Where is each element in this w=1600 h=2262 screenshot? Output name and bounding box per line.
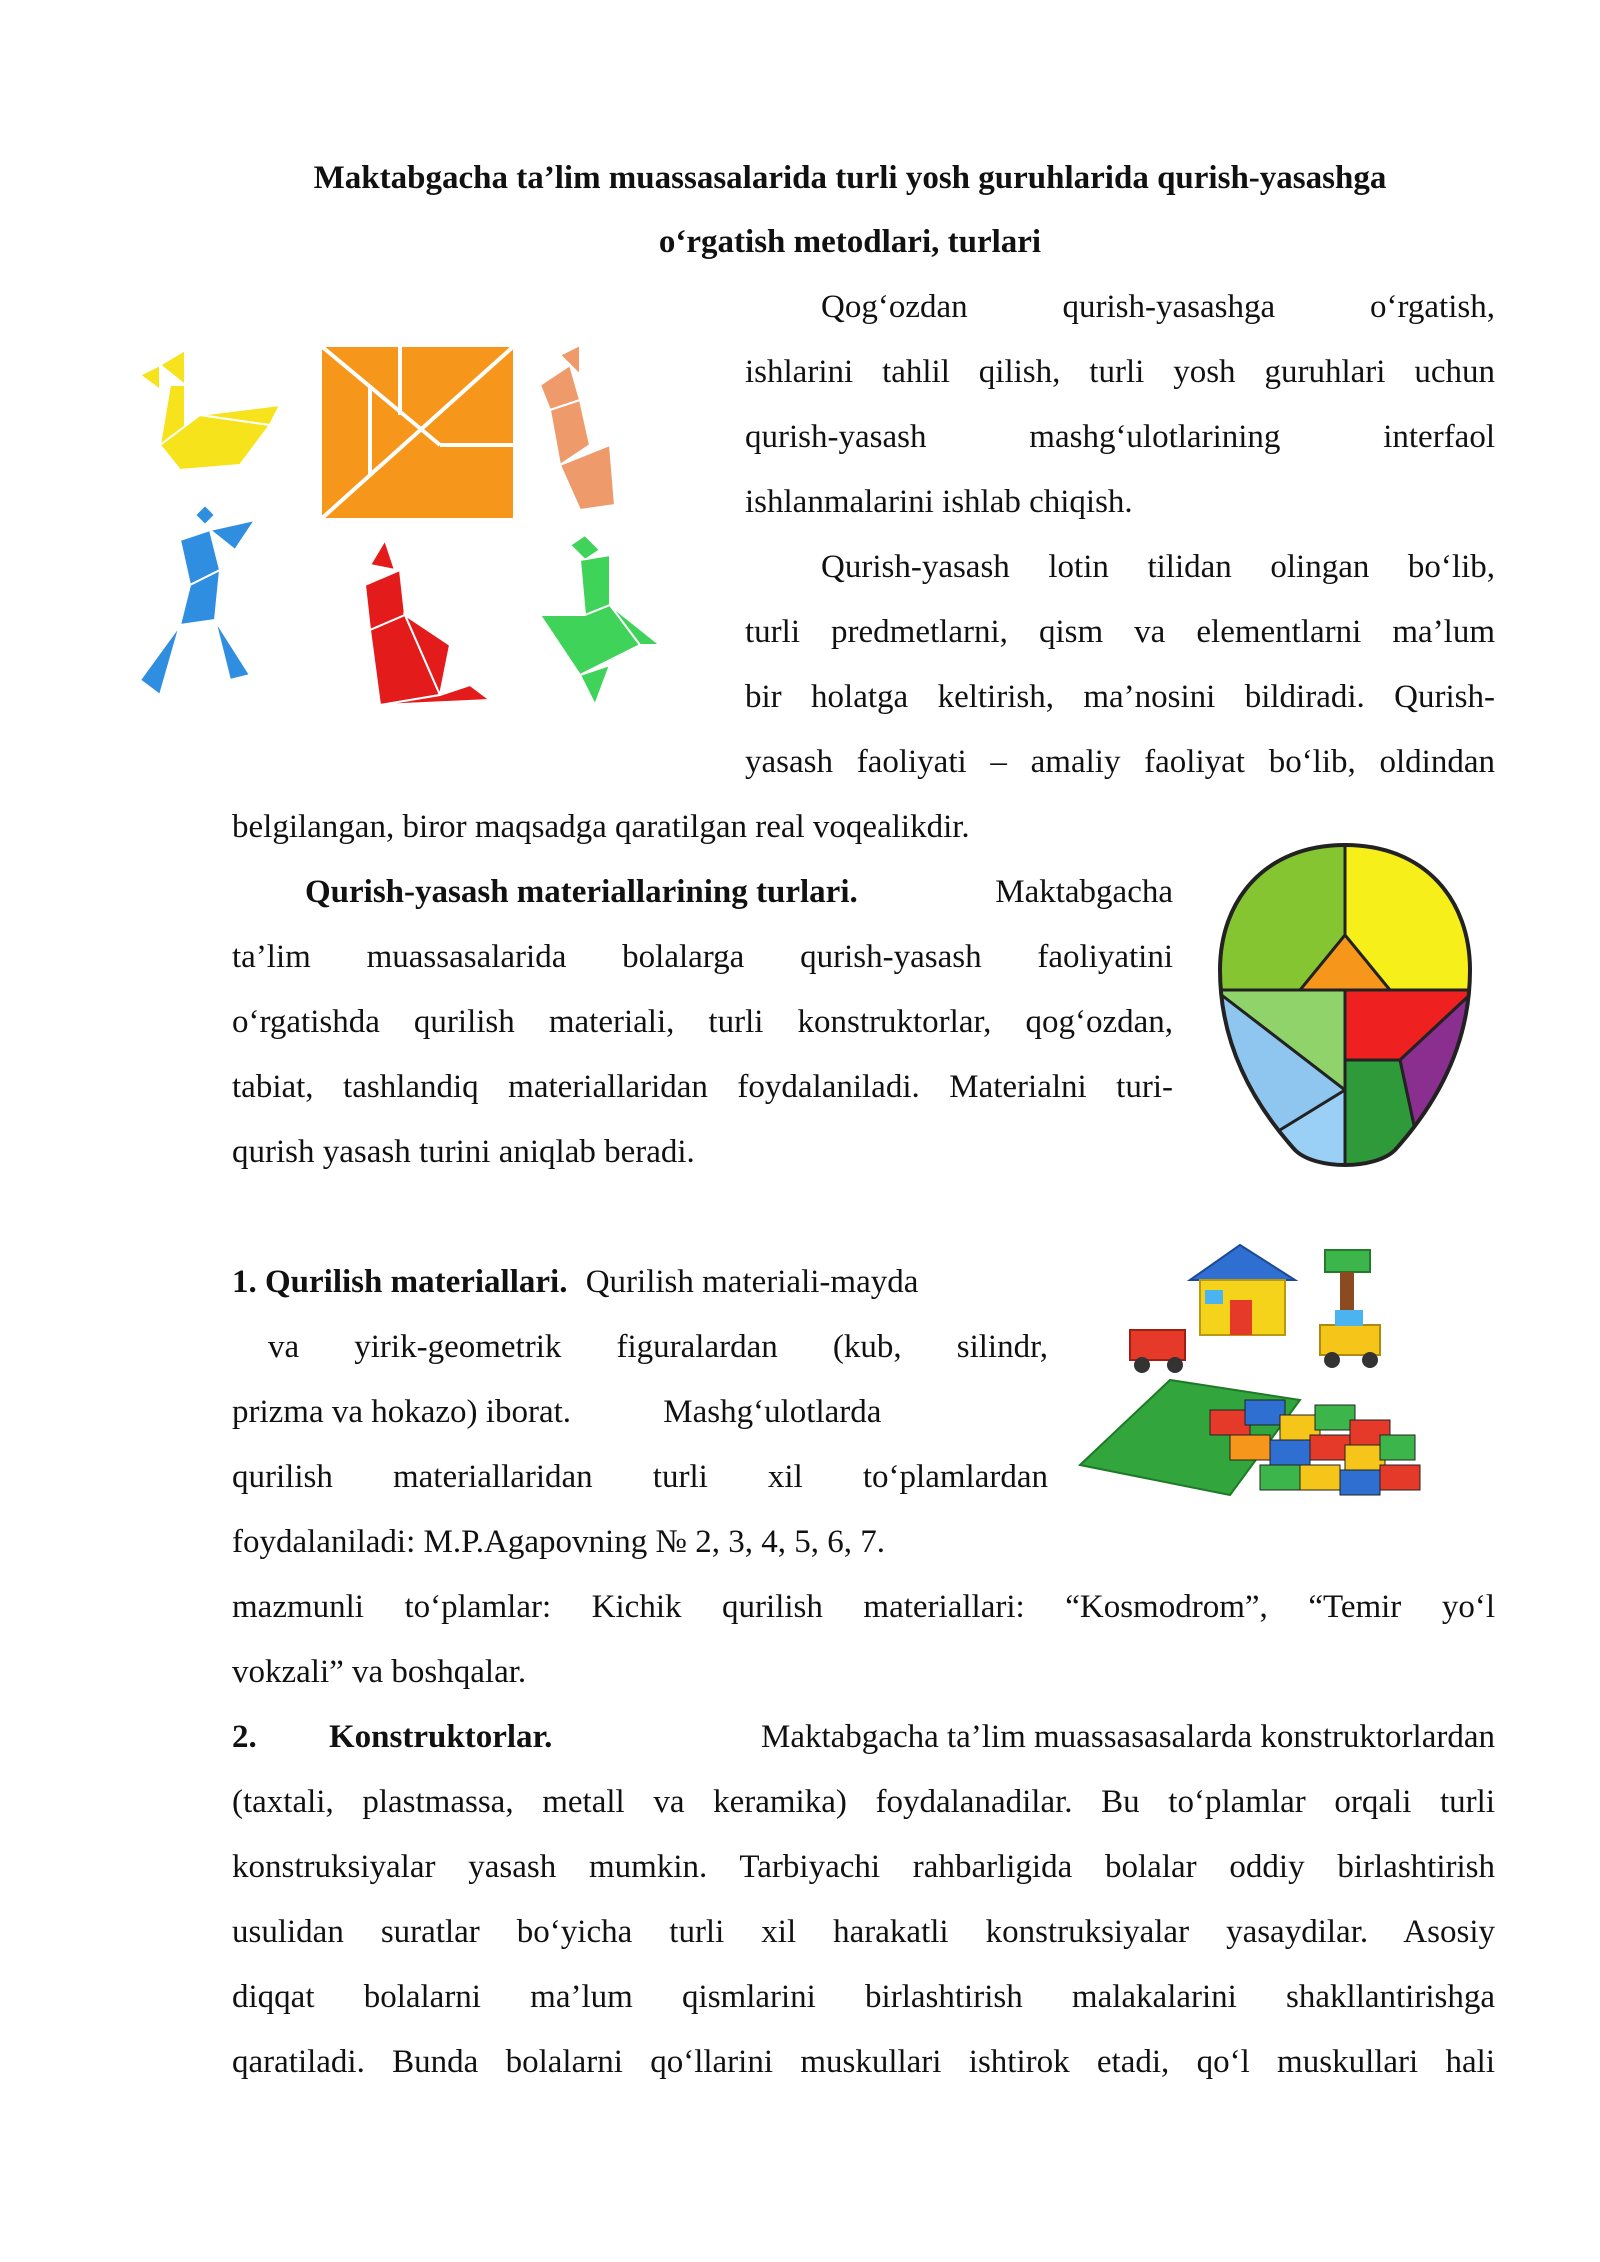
intro-line-1: Qog‘ozdan qurish-yasashga o‘rgatish, <box>821 289 1495 325</box>
section1-line-2: va yirik-geometrik figuralardan (kub, silindr, <box>268 1329 1048 1365</box>
section1-line-7: vokzali” va boshqalar. <box>232 1654 527 1690</box>
tangram-figures-image <box>140 345 540 725</box>
page-title <box>200 146 1500 274</box>
section1-line-1: 1. Qurilish materiallari. Qurilish materiali-mayda <box>232 1264 919 1300</box>
section2-line-1: 2. Konstruktorlar. Maktabgacha ta’lim muassasasalarda konstruktorlardan <box>232 1719 1495 1755</box>
section2-number: 2. <box>232 1719 257 1755</box>
toy-car-right <box>1320 1310 1380 1368</box>
section2-line-5: diqqat bolalarni ma’lum qismlarini birlashtirish malakalarini shakllantirishga <box>232 1979 1495 2015</box>
materials-heading: Qurish-yasash materiallarining turlari. <box>305 874 858 910</box>
title-line-2: o‘rgatish metodlari, turlari <box>658 224 1042 260</box>
intro-line-7: bir holatga keltirish, ma’nosini bildiradi. Qurish- <box>745 679 1495 715</box>
section2-line-2: (taxtali, plastmassa, metall va keramika) foydalanadilar. Bu to‘plamlar orqali turli <box>232 1784 1495 1820</box>
section1-heading: Qurilish materiallari. <box>265 1264 568 1300</box>
materials-line-2: ta’lim muassasalarida bolalarga qurish-yasash faoliyatini <box>232 939 1173 975</box>
intro-line-6: turli predmetlarni, qism va elementlarni ma’lum <box>745 614 1495 650</box>
runner-figure <box>140 505 255 695</box>
title-line-1: Maktabgacha ta’lim muassasalarida turli yosh guruhlarida qurish-yasashga <box>313 160 1387 196</box>
section2-heading: Konstruktorlar. <box>329 1719 553 1755</box>
intro-line-2: ishlarini tahlil qilish, turli yosh guruhlari uchun <box>745 354 1495 390</box>
section2-line-4: usulidan suratlar bo‘yicha turli xil harakatli konstruksiyalar yasaydilar. Asosiy <box>232 1914 1495 1950</box>
intro-line-8: yasash faoliyati – amaliy faoliyat bo‘lib, oldindan <box>745 744 1495 780</box>
egg-tangram-image <box>1215 840 1475 1180</box>
yellow-swan-figure <box>140 350 280 470</box>
toy-house <box>1190 1245 1295 1335</box>
materials-line-1: Qurish-yasash materiallarining turlari. Maktabgacha <box>305 860 1173 924</box>
materials-line-4: tabiat, tashlandiq materiallaridan foydalaniladi. Materialni turi- <box>232 1069 1173 1105</box>
materials-line-3: o‘rgatishda qurilish materiali, turli konstruktorlar, qog‘ozdan, <box>232 1004 1173 1040</box>
orange-square-figure <box>320 345 515 520</box>
toy-car-left <box>1130 1330 1185 1373</box>
section1-line-6: mazmunli to‘plamlar: Kichik qurilish materiallari: “Kosmodrom”, “Temir yo‘l <box>232 1589 1495 1625</box>
section1-line-3: prizma va hokazo) iborat. Mashg‘ulotlarda <box>232 1394 882 1430</box>
rabbit-figure <box>540 345 615 510</box>
section2-line-3: konstruksiyalar yasash mumkin. Tarbiyachi rahbarligida bolalar oddiy birlashtirish <box>232 1849 1495 1885</box>
intro-line-4: ishlanmalarini ishlab chiqish. <box>745 484 1133 520</box>
section1-line-5: foydalaniladi: M.P.Agapovning № 2, 3, 4, 5, 6, 7. <box>232 1524 885 1560</box>
bird-figure <box>540 535 660 705</box>
section1-number: 1. <box>232 1264 257 1300</box>
intro-line-9: belgilangan, biror maqsadga qaratilgan real voqealikdir. <box>232 809 970 845</box>
cat-figure <box>365 540 490 705</box>
intro-line-3: qurish-yasash mashg‘ulotlarining interfaol <box>745 419 1495 455</box>
materials-line-5: qurish yasash turini aniqlab beradi. <box>232 1134 695 1170</box>
section2-line-6: qaratiladi. Bunda bolalarni qo‘llarini muskullari ishtirok etadi, qo‘l muskullari hali <box>232 2044 1495 2080</box>
section1-line-4: qurilish materiallaridan turli xil to‘plamlardan <box>232 1459 1048 1495</box>
construction-blocks-image <box>1080 1230 1460 1520</box>
intro-line-5: Qurish-yasash lotin tilidan olingan bo‘lib, <box>821 549 1495 585</box>
